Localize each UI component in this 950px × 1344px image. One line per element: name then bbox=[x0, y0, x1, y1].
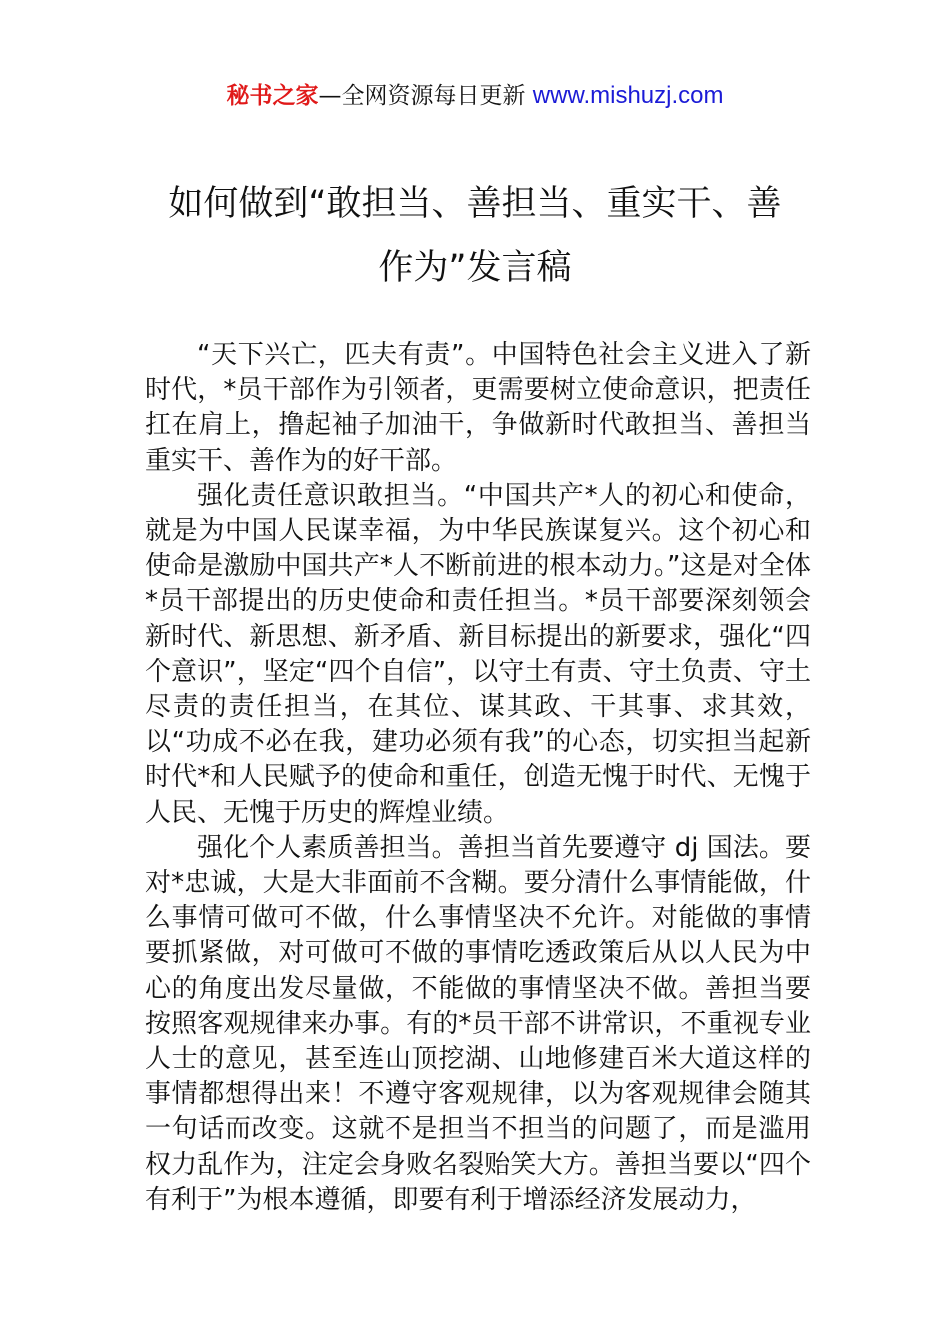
site-brand: 秘书之家 bbox=[226, 83, 319, 109]
title-line-2: 作为”发言稿 bbox=[378, 248, 572, 288]
title-line-1: 如何做到“敢担当、善担当、重实干、善 bbox=[168, 184, 782, 224]
document-body bbox=[145, 338, 811, 1218]
paragraph-intro: “天下兴亡，匹夫有责”。中国特色社会主义进入了新时代，*员干部作为引领者，更需要树立使命意识，把责任扛在肩上，撸起袖子加油干，争做新时代敢担当、善担当重实干、善作为的好干部。 bbox=[145, 340, 811, 476]
site-header bbox=[0, 78, 950, 114]
paragraph-personal-quality: 强化个人素质善担当。善担当首先要遵守 dj 国法。要对*忠诚，大是大非面前不含糊。要分清什么事情能做，什么事情可做可不做，什么事情坚决不允许。对能做的事情要抓紧做，对可做可不做的事情吃透政策后从以人民为中心的角度出发尽量做，不能做的事情坚决不做。善担当要按照客观规律来办事。有的*员干部不讲常识，不重视专业人士的意见，甚至连山顶挖湖、山地修建百米大道这样的事情都想得出来！不遵守客观规律，以为客观规律会随其一句话而改变。这就不是担当不担当的问题了，而是滥用权力乱作为，注定会身败名裂贻笑大方。善担当要以“四个有利于”为根本遵循，即要有利于增添经济发展动力， bbox=[145, 832, 811, 1215]
document-title bbox=[120, 172, 830, 300]
paragraph-responsibility: 强化责任意识敢担当。“中国共产*人的初心和使命，就是为中国人民谋幸福，为中华民族谋复兴。这个初心和使命是激励中国共产*人不断前进的根本动力。”这是对全体*员干部提出的历史使命和责任担当。*员干部要深刻领会新时代、新思想、新矛盾、新目标提出的新要求，强化“四个意识”，坚定“四个自信”，以守土有责、守土负责、守土尽责的责任担当，在其位、谋其政、干其事、求其效，以“功成不必在我，建功必须有我”的心态，切实担当起新时代*和人民赋予的使命和重任，创造无愧于时代、无愧于人民、无愧于历史的辉煌业绩。 bbox=[145, 480, 811, 828]
site-tagline: —全网资源每日更新 bbox=[318, 83, 526, 109]
site-url-link[interactable]: www.mishuzj.com bbox=[532, 82, 724, 109]
